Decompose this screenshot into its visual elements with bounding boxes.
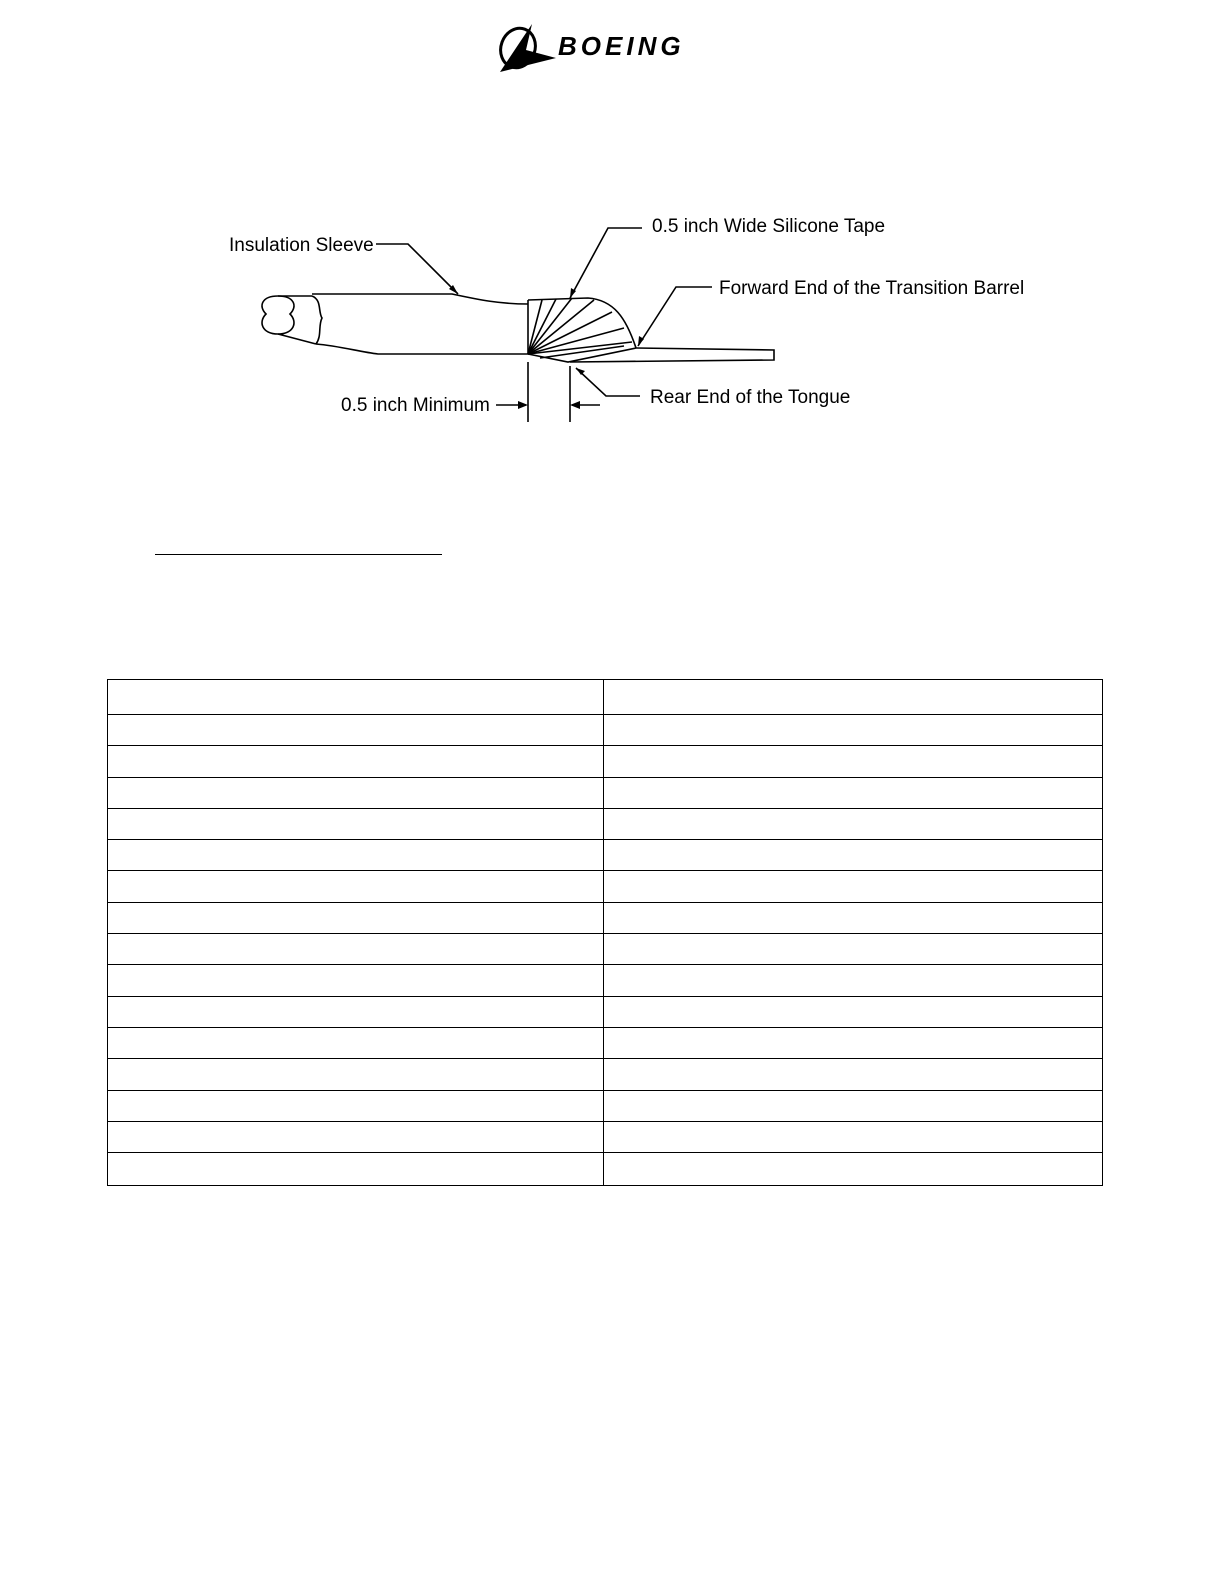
table-cell	[604, 808, 1103, 839]
table-cell	[604, 1153, 1103, 1186]
terminal-figure	[0, 0, 1223, 440]
table-cell	[108, 871, 604, 902]
table-cell	[604, 1027, 1103, 1058]
table-cell	[108, 965, 604, 996]
table-cell	[604, 1059, 1103, 1090]
logo-wordmark: BOEING	[558, 31, 685, 61]
table-cell	[604, 715, 1103, 746]
table-cell	[604, 996, 1103, 1027]
record-table	[107, 679, 1103, 1186]
label-silicone-tape: 0.5 inch Wide Silicone Tape	[652, 216, 886, 237]
table-cell	[604, 965, 1103, 996]
label-insulation-sleeve: Insulation Sleeve	[229, 235, 374, 256]
table-cell	[604, 902, 1103, 933]
table-row	[108, 965, 1103, 996]
table-cell	[108, 1153, 604, 1186]
table-cell	[108, 746, 604, 777]
table-cell	[108, 934, 604, 965]
table-cell	[108, 680, 604, 715]
label-minimum: 0.5 inch Minimum	[341, 395, 490, 416]
table-row	[108, 777, 1103, 808]
table-row	[108, 934, 1103, 965]
table-cell	[604, 680, 1103, 715]
table-row	[108, 1027, 1103, 1058]
table-cell	[604, 871, 1103, 902]
table-cell	[108, 715, 604, 746]
table-cell	[604, 1090, 1103, 1121]
signature-line	[155, 554, 442, 555]
table-cell	[108, 1090, 604, 1121]
table-cell	[108, 1121, 604, 1152]
table-row	[108, 840, 1103, 871]
table-cell	[604, 777, 1103, 808]
table-cell	[604, 840, 1103, 871]
table-cell	[108, 840, 604, 871]
table-row	[108, 871, 1103, 902]
table-row	[108, 902, 1103, 933]
table-row	[108, 680, 1103, 715]
label-tongue: Rear End of the Tongue	[650, 387, 851, 408]
table-cell	[108, 902, 604, 933]
table-row	[108, 1153, 1103, 1186]
table-cell	[108, 777, 604, 808]
table-cell	[108, 808, 604, 839]
table-row	[108, 746, 1103, 777]
table-row	[108, 808, 1103, 839]
table-row	[108, 1059, 1103, 1090]
table-cell	[108, 1059, 604, 1090]
label-transition-barrel: Forward End of the Transition Barrel	[719, 278, 1025, 299]
table-cell	[604, 934, 1103, 965]
table-cell	[604, 1121, 1103, 1152]
table-cell	[108, 996, 604, 1027]
table-row	[108, 715, 1103, 746]
table-row	[108, 1090, 1103, 1121]
table-cell	[604, 746, 1103, 777]
table-row	[108, 1121, 1103, 1152]
table-cell	[108, 1027, 604, 1058]
table-row	[108, 996, 1103, 1027]
